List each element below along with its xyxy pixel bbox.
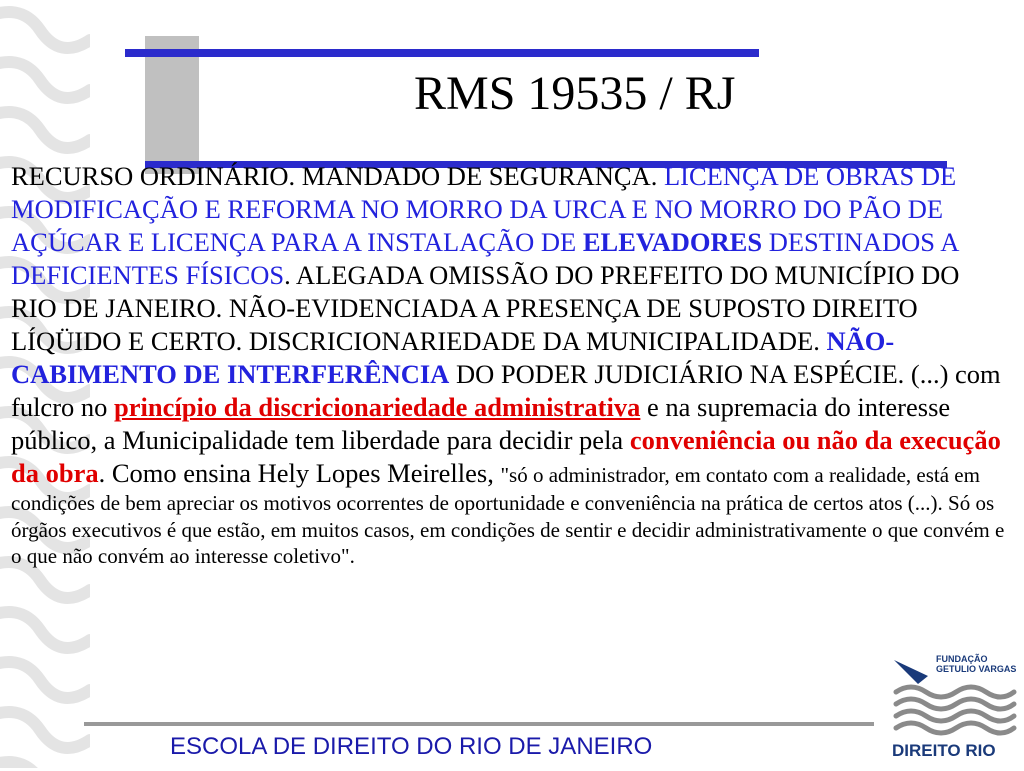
body-segment: "só o administrador, em contato com a realidade, está em condições de bem apreciar os motivos ocorrentes de oportunidade e conveniência na prática de certos atos (...). Só os órgãos executivos é que estão, em muitos casos, em condições de sentir e decidir administrativamente o que convém e o que não convém ao interesse coletivo". — [11, 463, 1005, 568]
footer-school-name: ESCOLA DE DIREITO DO RIO DE JANEIRO — [170, 733, 653, 760]
body-segment: RECURSO ORDINÁRIO. MANDADO DE SEGURANÇA. — [11, 161, 664, 191]
slide-title: RMS 19535 / RJ — [414, 67, 736, 120]
decorative-blue-line-top — [125, 49, 759, 57]
footer-divider — [84, 722, 874, 726]
body-segment: DESTINADOS A DEFICIENTES FÍSICOS — [11, 227, 958, 290]
body-segment: princípio da discricionariedade administrativa — [114, 392, 641, 422]
direito-rio-logo — [886, 640, 1020, 766]
body-segment: conveniência ou não da execução da obra — [11, 425, 1001, 488]
logo-fgv-text: FUNDAÇÃO GETULIO VARGAS — [936, 654, 1017, 674]
body-segment: . Como ensina Hely Lopes Meirelles, — [98, 458, 501, 488]
body-segment: . ALEGADA OMISSÃO DO PREFEITO DO MUNICÍPIO DO RIO DE JANEIRO. NÃO-EVIDENCIADA A PRESENÇA DE SUPOSTO DIREITO LÍQÜIDO E CERTO. DISCRICIONARIEDADE DA MUNICIPALIDADE. — [11, 260, 960, 356]
body-segment: DO PODER JUDICIÁRIO NA ESPÉCIE. (...) com fulcro no — [11, 359, 1001, 422]
body-segment: e na supremacia do interesse público, a Municipalidade tem liberdade para decidir pela — [11, 392, 951, 455]
body-segment: NÃO-CABIMENTO DE INTERFERÊNCIA — [11, 326, 895, 389]
slide-body-text — [11, 160, 1011, 570]
body-segment: ELEVADORES — [582, 227, 763, 257]
logo-direito-rio-text: DIREITO RIO — [892, 741, 996, 760]
body-segment: LICENÇA DE OBRAS DE MODIFICAÇÃO E REFORMA NO MORRO DA URCA E NO MORRO DO PÃO DE AÇÚCAR E LICENÇA PARA A INSTALAÇÃO DE — [11, 161, 957, 257]
